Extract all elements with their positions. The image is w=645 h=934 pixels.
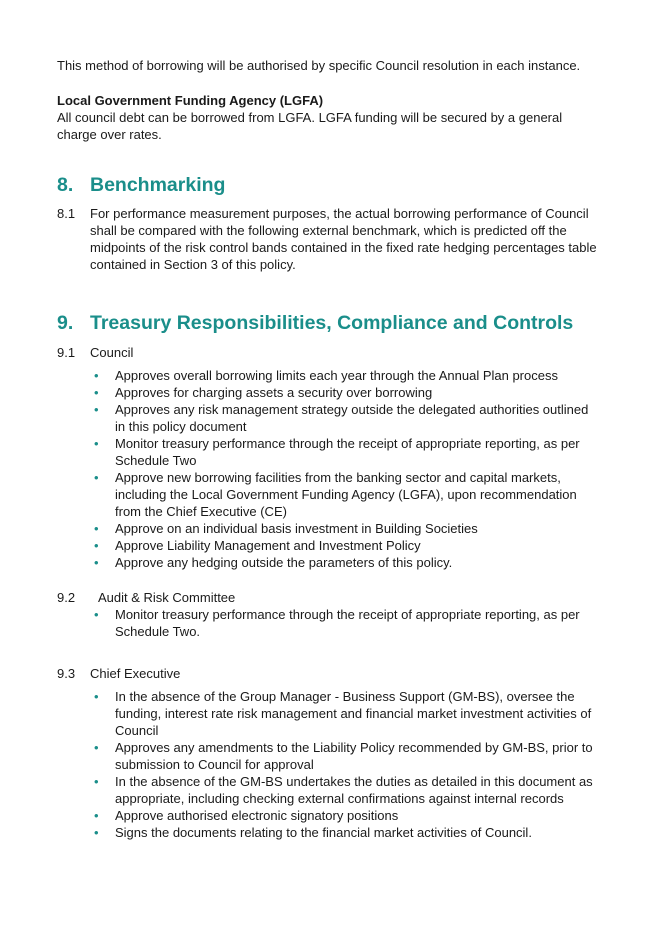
bullet-icon: • <box>94 521 99 536</box>
list-item: • Approves for charging assets a security over borrowing <box>94 385 433 400</box>
section-9-heading <box>57 311 573 335</box>
audit-committee-duties-list <box>93 606 593 640</box>
bullet-icon: • <box>94 774 99 789</box>
bullet-icon: • <box>94 538 99 553</box>
chief-executive-duties-list <box>93 688 593 841</box>
list-item: • Approves any amendments to the Liability Policy recommended by GM-BS, prior to submission to Council for approval <box>94 740 593 772</box>
list-item: • Approve Liability Management and Investment Policy <box>94 538 421 553</box>
list-item: • Approve authorised electronic signatory positions <box>94 808 399 823</box>
section-8-number: 8. <box>57 174 74 196</box>
bullet-icon: • <box>94 555 99 570</box>
clause-9-1-number: 9.1 <box>57 345 76 360</box>
clause-9-2-number: 9.2 <box>57 590 76 605</box>
clause-9-3-title: Chief Executive <box>90 666 181 681</box>
list-item: • Monitor treasury performance through the receipt of appropriate reporting, as per Schedule Two. <box>94 607 580 639</box>
clause-9-2-title: Audit & Risk Committee <box>98 590 236 605</box>
list-item: • Approve any hedging outside the parameters of this policy. <box>94 555 453 570</box>
section-9-title: Treasury Responsibilities, Compliance and Controls <box>90 312 574 334</box>
clause-8-1-number: 8.1 <box>57 206 76 221</box>
clause-8-1 <box>57 205 597 273</box>
clause-9-1-header <box>57 344 597 361</box>
section-8-title: Benchmarking <box>90 174 226 196</box>
bullet-icon: • <box>94 436 99 451</box>
list-item: • Approve new borrowing facilities from the banking sector and capital markets, including the Local Government Funding Agency (LGFA), upon recommendation from the Chief Executive (CE) <box>94 470 577 519</box>
list-item: • In the absence of the Group Manager - Business Support (GM-BS), oversee the funding, interest rate risk management and financial market investment activities of Council <box>94 689 592 738</box>
clause-9-1-title: Council <box>90 345 134 360</box>
list-item: • Monitor treasury performance through the receipt of appropriate reporting, as per Schedule Two <box>94 436 580 468</box>
bullet-icon: • <box>94 808 99 823</box>
clause-9-3-number: 9.3 <box>57 666 76 681</box>
list-item: • Signs the documents relating to the financial market activities of Council. <box>94 825 532 840</box>
clause-9-2-header <box>57 589 597 606</box>
bullet-icon: • <box>94 740 99 755</box>
list-item: • Approves any risk management strategy outside the delegated authorities outlined in this policy document <box>94 402 589 434</box>
bullet-icon: • <box>94 402 99 417</box>
lgfa-heading: Local Government Funding Agency (LGFA) <box>57 93 324 108</box>
bullet-icon: • <box>94 368 99 383</box>
list-item: • Approves overall borrowing limits each year through the Annual Plan process <box>94 368 558 383</box>
lgfa-paragraph: All council debt can be borrowed from LGFA. LGFA funding will be secured by a general charge over rates. <box>57 110 563 142</box>
council-duties-list <box>93 367 593 571</box>
bullet-icon: • <box>94 825 99 840</box>
clause-9-3-header <box>57 665 597 682</box>
list-item: • Approve on an individual basis investment in Building Societies <box>94 521 478 536</box>
clause-8-1-text: For performance measurement purposes, the actual borrowing performance of Council shall be compared with the following external benchmark, which is predicted off the midpoints of the risk control bands contained in the fixed rate hedging percentages table contained in Section 3 of this policy. <box>90 206 597 272</box>
list-item: • In the absence of the GM-BS undertakes the duties as detailed in this document as appropriate, including checking external confirmations against internal records <box>94 774 593 806</box>
bullet-icon: • <box>94 607 99 622</box>
bullet-icon: • <box>94 385 99 400</box>
section-9-number: 9. <box>57 312 74 334</box>
bullet-icon: • <box>94 689 99 704</box>
intro-paragraph: This method of borrowing will be authorised by specific Council resolution in each instance. <box>57 58 581 73</box>
section-8-heading <box>57 173 225 197</box>
bullet-icon: • <box>94 470 99 485</box>
